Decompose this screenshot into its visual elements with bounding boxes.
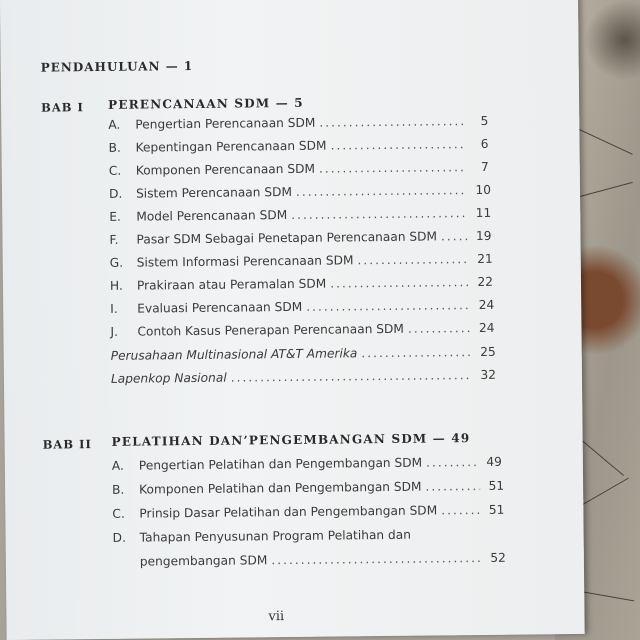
entry-page: 19 xyxy=(475,228,492,244)
entry-label: Pengertian Perencanaan SDM xyxy=(135,115,316,132)
dot-leader xyxy=(357,252,468,267)
entry-page: 11 xyxy=(475,205,492,221)
page-number: vii xyxy=(268,609,285,625)
entry-letter: E. xyxy=(109,209,121,224)
entry-letter: B. xyxy=(108,140,121,155)
entry-letter: A. xyxy=(111,458,124,473)
dot-leader xyxy=(425,479,480,494)
toc-entry[interactable] xyxy=(112,503,504,527)
dot-leader xyxy=(426,455,478,470)
toc-entry[interactable] xyxy=(109,183,491,207)
entry-label: Komponen Pelatihan dan Pengembangan SDM xyxy=(139,479,422,497)
toc-entry[interactable] xyxy=(113,527,505,551)
toc-case-entry[interactable] xyxy=(111,368,496,392)
intro-heading: PENDAHULUAN — 1 xyxy=(40,58,194,75)
entry-page: 7 xyxy=(480,159,489,174)
entry-letter: B. xyxy=(112,482,125,497)
entry-label: Prakiraan atau Peramalan SDM xyxy=(136,276,327,293)
dot-leader xyxy=(408,321,471,336)
dot-leader xyxy=(361,345,471,360)
entry-label: pengembangan SDM xyxy=(139,553,268,569)
entry-letter: A. xyxy=(108,117,121,132)
entry-label: Contoh Kasus Penerapan Perencanaan SDM xyxy=(137,321,404,339)
dot-leader xyxy=(441,229,468,243)
entry-page: 6 xyxy=(480,136,489,151)
entry-label: Komponen Perencanaan SDM xyxy=(135,161,316,178)
dot-leader xyxy=(319,114,464,130)
entry-page: 24 xyxy=(478,320,495,336)
toc-entry-continuation[interactable] xyxy=(140,551,506,575)
dot-leader xyxy=(330,275,469,290)
chapter-2-title: PELATIHAN DAN’PENGEMBANGAN SDM — 49 xyxy=(111,431,471,449)
entry-label: Tahapan Penyusunan Program Pelatihan dan xyxy=(139,527,411,545)
toc-entry[interactable] xyxy=(109,160,489,184)
toc-entry[interactable] xyxy=(112,455,502,479)
entry-letter: I. xyxy=(110,301,118,316)
entry-letter: D. xyxy=(108,186,123,201)
entry-letter: J. xyxy=(110,324,119,339)
toc-case-entry[interactable] xyxy=(111,345,496,369)
entry-label: Sistem Perencanaan SDM xyxy=(135,184,293,201)
dot-leader xyxy=(330,137,464,152)
entry-page: 5 xyxy=(480,113,489,128)
entry-page: 10 xyxy=(475,182,492,198)
dot-leader xyxy=(306,298,470,314)
toc-entry[interactable] xyxy=(108,114,488,138)
toc-entry[interactable] xyxy=(112,479,504,503)
entry-letter: H. xyxy=(109,278,123,293)
toc-entry[interactable] xyxy=(109,229,491,253)
entry-letter: F. xyxy=(109,232,119,247)
entry-letter: C. xyxy=(108,163,122,178)
entry-label: Pengertian Pelatihan dan Pengembangan SDM xyxy=(138,455,423,473)
toc-entry[interactable] xyxy=(110,321,494,345)
toc-entry[interactable] xyxy=(110,275,493,299)
entry-label: Model Perencanaan SDM xyxy=(136,208,288,224)
entry-page: 22 xyxy=(477,274,494,290)
entry-page: 24 xyxy=(478,297,495,313)
entry-page: 51 xyxy=(488,478,505,493)
entry-page: 52 xyxy=(490,550,506,565)
dot-leader xyxy=(319,160,465,176)
chapter-1-title: PERENCANAAN SDM — 5 xyxy=(108,95,304,112)
entry-page: 32 xyxy=(480,367,497,382)
dot-leader xyxy=(291,206,467,222)
chapter-2-number: BAB II xyxy=(42,437,92,452)
toc-entry[interactable] xyxy=(110,252,493,276)
entry-label: Pasar SDM Sebagai Penetapan Perencanaan SDM xyxy=(136,229,438,247)
dot-leader xyxy=(271,551,482,567)
entry-label: Kepentingan Perencanaan SDM xyxy=(135,138,327,155)
chapter-1-number: BAB I xyxy=(41,100,84,115)
entry-page: 51 xyxy=(488,502,505,517)
entry-letter: G. xyxy=(109,255,124,270)
entry-page: 49 xyxy=(486,454,502,469)
entry-letter: C. xyxy=(112,506,125,521)
dot-leader xyxy=(231,368,472,385)
entry-page: 21 xyxy=(477,251,493,267)
toc-entry[interactable] xyxy=(110,298,494,322)
entry-label: Evaluasi Perencanaan SDM xyxy=(137,299,303,316)
toc-entry[interactable] xyxy=(108,137,488,161)
entry-page: 25 xyxy=(480,344,496,359)
entry-label: Sistem Informasi Perencanaan SDM xyxy=(136,253,354,270)
toc-entry[interactable] xyxy=(109,206,491,230)
dot-leader xyxy=(296,183,467,199)
entry-label: Lapenkop Nasional xyxy=(110,370,227,386)
entry-label: Perusahaan Multinasional AT&T Amerika xyxy=(110,346,358,363)
dot-leader xyxy=(441,503,480,517)
entry-label: Prinsip Dasar Pelatihan dan Pengembangan SDM xyxy=(139,503,438,521)
entry-letter: D. xyxy=(112,530,126,545)
